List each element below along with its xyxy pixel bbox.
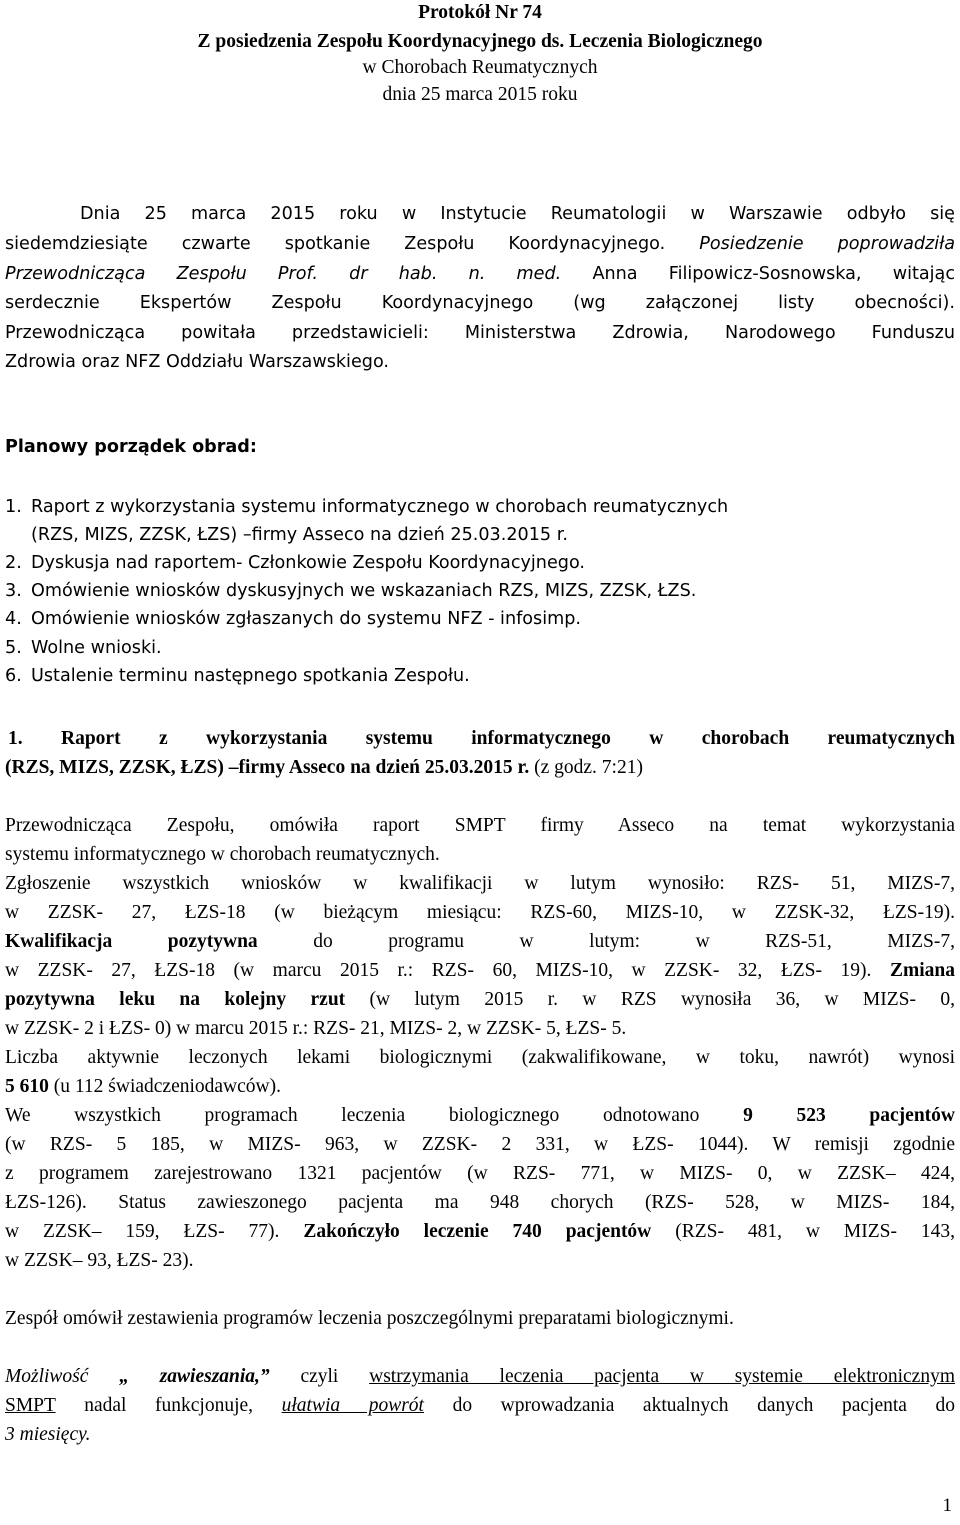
page-title: Protokół Nr 74 xyxy=(418,2,542,23)
agenda-item-number: 2. xyxy=(5,553,22,573)
agenda-item-1 xyxy=(5,496,955,518)
intro-line-4: serdecznie Ekspertów Zespołu Koordynacyjnego (wg załączonej listy obecności). xyxy=(5,293,955,313)
section-1-heading-line-2 xyxy=(5,757,955,779)
agenda-item-number: 5. xyxy=(5,638,22,658)
s1-line-11 xyxy=(5,1105,955,1127)
s1-line-19b: nadal funkcjonuje, xyxy=(84,1395,254,1416)
intro-line-3 xyxy=(5,263,955,285)
s1-line-19d: do wprowadzania aktualnych danych pacjenta do xyxy=(452,1395,956,1416)
s1-line-9: Liczba aktywnie leczonych lekami biologicznymi (zakwalifikowane, w toku, nawrót) wynosi xyxy=(5,1047,955,1068)
intro-line-2b: Posiedzenie poprowadziła xyxy=(699,234,956,254)
agenda-item-2 xyxy=(5,552,955,574)
agenda-item-1-cont: (RZS, MIZS, ZZSK, ŁZS) –firmy Asseco na dzień 25.03.2015 r. xyxy=(31,525,568,545)
s1-line-7b: (w lutym 2015 r. w RZS wynosiła 36, w MIZS- 0, xyxy=(369,989,956,1010)
s1-line-15a: w ZZSK– 159, ŁZS- 77). xyxy=(5,1221,280,1242)
s1-line-13: z programem zarejestrowano 1321 pacjentów (w RZS- 771, w MIZS- 0, w ZZSK– 424, xyxy=(5,1163,955,1184)
s1-line-18d: wstrzymania leczenia pacjenta w systemie elektronicznym xyxy=(369,1366,956,1387)
intro-line-1: Dnia 25 marca 2015 roku w Instytucie Reumatologii w Warszawie odbyło się xyxy=(80,204,955,224)
header-date: dnia 25 marca 2015 roku xyxy=(382,84,578,105)
s1-line-18 xyxy=(5,1366,955,1388)
agenda-item-text: Omówienie wniosków zgłaszanych do systemu NFZ - infosimp. xyxy=(31,609,582,629)
agenda-item-6 xyxy=(5,665,955,687)
agenda-item-number: 6. xyxy=(5,666,22,686)
s1-line-7a: pozytywna leku na kolejny rzut xyxy=(5,989,346,1010)
intro-line-5: Przewodnicząca powitała przedstawicieli: Ministerstwa Zdrowia, Narodowego Funduszu xyxy=(5,323,955,343)
s1-line-12: (w RZS- 5 185, w MIZS- 963, w ZZSK- 2 331, w ŁZS- 1044). W remisji zgodnie xyxy=(5,1134,955,1155)
agenda-heading: Planowy porządek obrad: xyxy=(5,437,257,457)
agenda-item-number: 1. xyxy=(5,497,22,517)
s1-line-20: 3 miesięcy. xyxy=(5,1424,91,1445)
s1-line-19c: ułatwia powrót xyxy=(281,1395,424,1416)
agenda-item-5 xyxy=(5,637,955,659)
intro-line-6: Zdrowia oraz NFZ Oddziału Warszawskiego. xyxy=(5,352,389,372)
agenda-item-4 xyxy=(5,608,955,630)
s1-line-5a: Kwalifikacja pozytywna xyxy=(5,931,258,952)
s1-line-19 xyxy=(5,1395,955,1417)
s1-line-4: w ZZSK- 27, ŁZS-18 (w bieżącym miesiącu: RZS-60, MIZS-10, w ZZSK-32, ŁZS-19). xyxy=(5,902,955,923)
s1-line-6b: Zmiana xyxy=(890,960,956,981)
header-line-3: w Chorobach Reumatycznych xyxy=(362,57,598,78)
agenda-item-text: Dyskusja nad raportem- Członkowie Zespołu Koordynacyjnego. xyxy=(31,553,585,573)
agenda-item-3 xyxy=(5,580,955,602)
agenda-item-number: 4. xyxy=(5,609,22,629)
s1-line-11b: 9 523 pacjentów xyxy=(743,1105,955,1126)
header-line-2: Z posiedzenia Zespołu Koordynacyjnego ds. Leczenia Biologicznego xyxy=(197,31,763,52)
s1-line-5b: do programu w lutym: w RZS-51, MIZS-7, xyxy=(313,931,956,952)
intro-line-3a: Przewodnicząca Zespołu Prof. dr hab. n. med. xyxy=(5,264,562,284)
page-number: 1 xyxy=(942,1495,952,1516)
s1-line-17: Zespół omówił zestawienia programów leczenia poszczególnymi preparatami biologicznymi. xyxy=(5,1308,734,1329)
agenda-item-text: Raport z wykorzystania systemu informatycznego w chorobach reumatycznych xyxy=(31,497,729,517)
s1-line-6a: w ZZSK- 27, ŁZS-18 (w marcu 2015 r.: RZS- 60, MIZS-10, w ZZSK- 32, ŁZS- 19). xyxy=(5,960,872,981)
s1-line-18b: „ zawieszania,” xyxy=(119,1366,270,1387)
s1-line-19a: SMPT xyxy=(5,1395,56,1416)
s1-line-6 xyxy=(5,960,955,982)
agenda-item-text: Ustalenie terminu następnego spotkania Zespołu. xyxy=(31,666,470,686)
s1-line-1: Przewodnicząca Zespołu, omówiła raport SMPT firmy Asseco na temat wykorzystania xyxy=(5,815,955,836)
agenda-item-number: 3. xyxy=(5,581,22,601)
s1-line-10 xyxy=(5,1076,955,1098)
s1-line-15 xyxy=(5,1221,955,1243)
intro-line-2 xyxy=(5,233,955,255)
s1-line-16: w ZZSK– 93, ŁZS- 23). xyxy=(5,1250,194,1271)
s1-line-5 xyxy=(5,931,955,953)
s1-line-8: w ZZSK- 2 i ŁZS- 0) w marcu 2015 r.: RZS- 21, MIZS- 2, w ZZSK- 5, ŁZS- 5. xyxy=(5,1018,627,1039)
s1-line-18c: czyli xyxy=(300,1366,339,1387)
s1-line-7 xyxy=(5,989,955,1011)
section-1-heading-text: (RZS, MIZS, ZZSK, ŁZS) –firmy Asseco na dzień 25.03.2015 r. xyxy=(5,757,530,778)
s1-line-18a: Możliwość xyxy=(5,1366,89,1387)
s1-line-14: ŁZS-126). Status zawieszonego pacjenta ma 948 chorych (RZS- 528, w MIZS- 184, xyxy=(5,1192,955,1213)
agenda-item-text: Omówienie wniosków dyskusyjnych we wskazaniach RZS, MIZS, ZZSK, ŁZS. xyxy=(31,581,697,601)
intro-line-3b: Anna Filipowicz-Sosnowska, witając xyxy=(592,264,955,284)
s1-line-10b: (u 112 świadczeniodawców). xyxy=(53,1076,281,1097)
section-1-heading-time: (z godz. 7:21) xyxy=(534,757,643,778)
s1-line-3: Zgłoszenie wszystkich wniosków w kwalifikacji w lutym wynosiło: RZS- 51, MIZS-7, xyxy=(5,873,955,894)
s1-line-15c: (RZS- 481, w MIZS- 143, xyxy=(675,1221,956,1242)
s1-line-15b: Zakończyło leczenie 740 pacjentów xyxy=(303,1221,652,1242)
s1-line-10a: 5 610 xyxy=(5,1076,49,1097)
s1-line-11a: We wszystkich programach leczenia biologicznego odnotowano xyxy=(5,1105,700,1126)
section-1-heading-line-1: 1. Raport z wykorzystania systemu informatycznego w chorobach reumatycznych xyxy=(8,728,955,749)
intro-line-2a: siedemdziesiąte czwarte spotkanie Zespołu Koordynacyjnego. xyxy=(5,234,666,254)
s1-line-2: systemu informatycznego w chorobach reumatycznych. xyxy=(5,844,440,865)
agenda-item-text: Wolne wnioski. xyxy=(31,638,162,658)
